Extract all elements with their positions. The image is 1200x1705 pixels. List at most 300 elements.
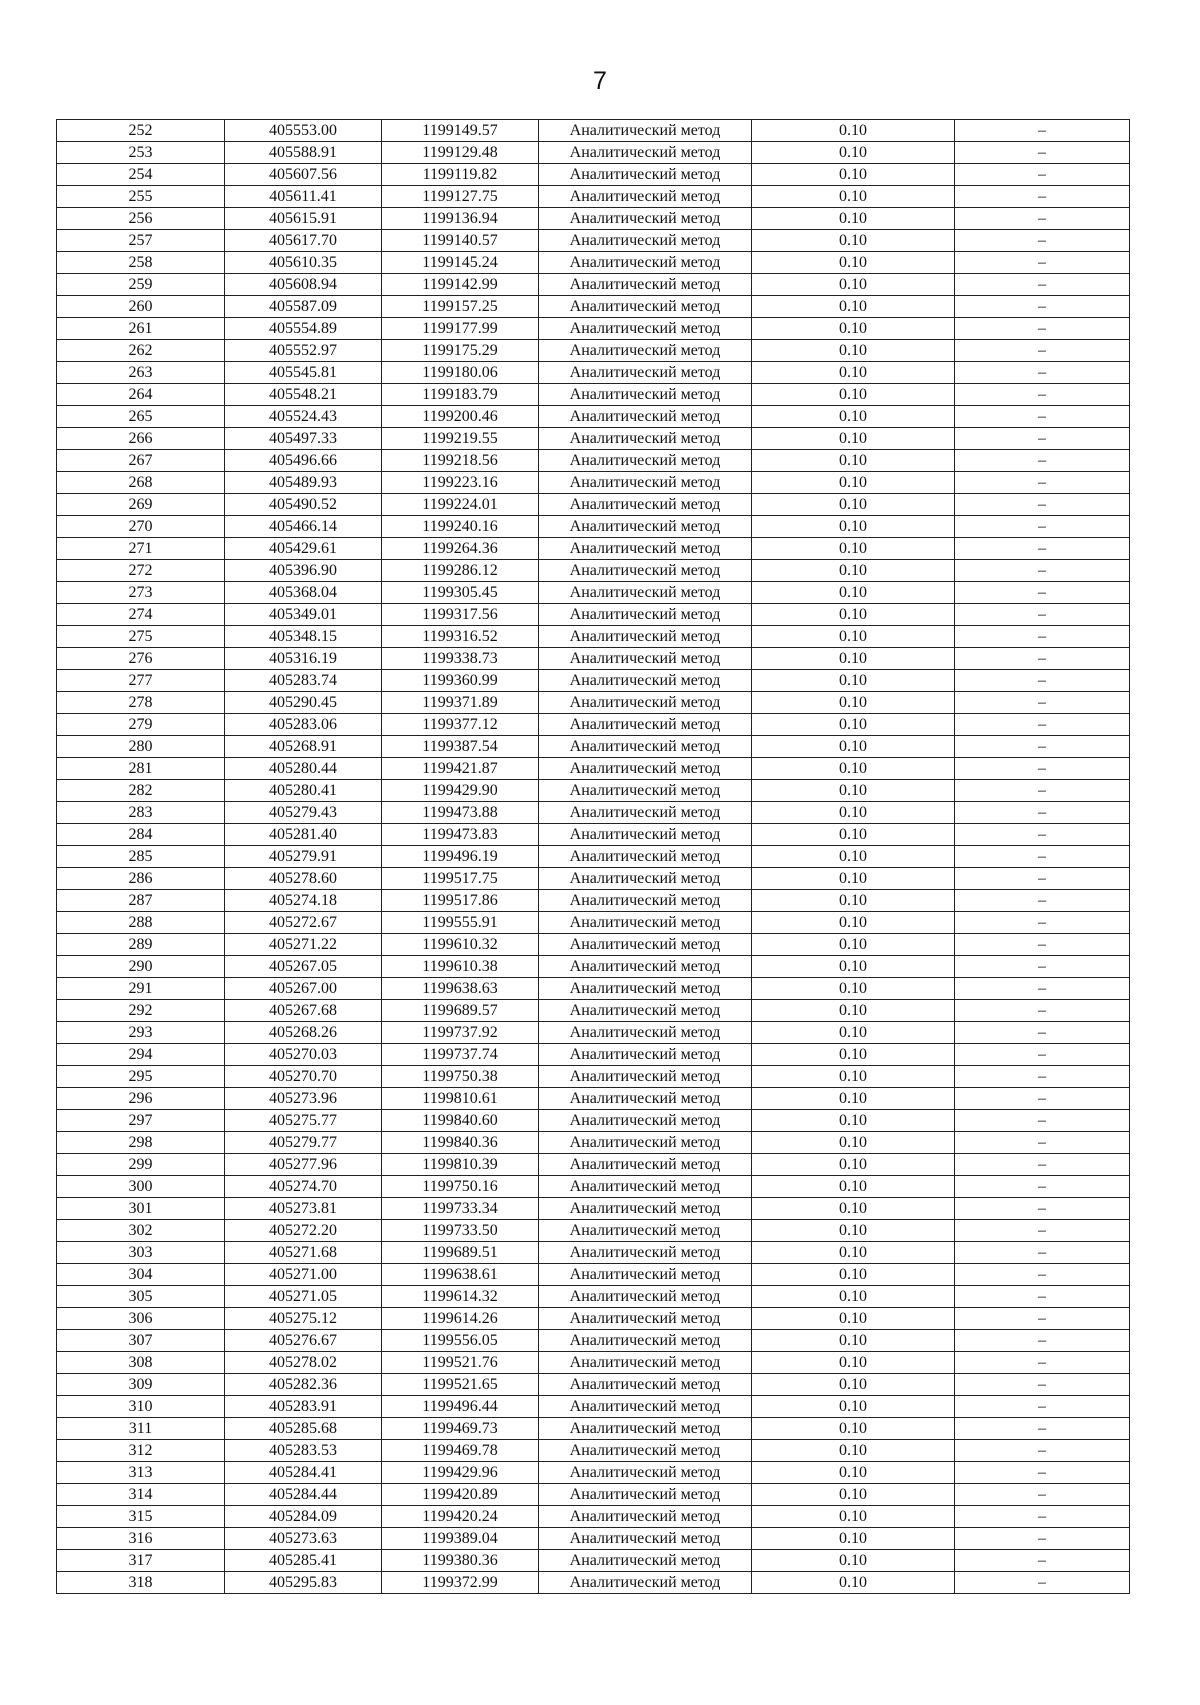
y-coordinate-cell: 1199733.34 xyxy=(382,1198,539,1220)
description-cell: – xyxy=(955,1044,1130,1066)
description-cell: – xyxy=(955,494,1130,516)
y-coordinate-cell: 1199149.57 xyxy=(382,120,539,142)
table-row xyxy=(57,1506,1130,1528)
y-coordinate-cell: 1199380.36 xyxy=(382,1550,539,1572)
x-coordinate-cell: 405524.43 xyxy=(225,406,382,428)
table-row xyxy=(57,1330,1130,1352)
error-cell: 0.10 xyxy=(752,1022,955,1044)
y-coordinate-cell: 1199420.24 xyxy=(382,1506,539,1528)
error-cell: 0.10 xyxy=(752,1484,955,1506)
description-cell: – xyxy=(955,868,1130,890)
method-cell: Аналитический метод xyxy=(539,582,752,604)
x-coordinate-cell: 405272.20 xyxy=(225,1220,382,1242)
description-cell: – xyxy=(955,1066,1130,1088)
table-row xyxy=(57,1418,1130,1440)
x-coordinate-cell: 405277.96 xyxy=(225,1154,382,1176)
point-number-cell: 306 xyxy=(57,1308,225,1330)
error-cell: 0.10 xyxy=(752,868,955,890)
description-cell: – xyxy=(955,142,1130,164)
table-row xyxy=(57,362,1130,384)
y-coordinate-cell: 1199371.89 xyxy=(382,692,539,714)
point-number-cell: 288 xyxy=(57,912,225,934)
x-coordinate-cell: 405496.66 xyxy=(225,450,382,472)
y-coordinate-cell: 1199610.32 xyxy=(382,934,539,956)
description-cell: – xyxy=(955,1374,1130,1396)
x-coordinate-cell: 405271.05 xyxy=(225,1286,382,1308)
x-coordinate-cell: 405275.77 xyxy=(225,1110,382,1132)
point-number-cell: 294 xyxy=(57,1044,225,1066)
x-coordinate-cell: 405268.26 xyxy=(225,1022,382,1044)
y-coordinate-cell: 1199496.19 xyxy=(382,846,539,868)
table-row xyxy=(57,1242,1130,1264)
description-cell: – xyxy=(955,296,1130,318)
point-number-cell: 311 xyxy=(57,1418,225,1440)
description-cell: – xyxy=(955,516,1130,538)
table-row xyxy=(57,450,1130,472)
table-row xyxy=(57,1352,1130,1374)
error-cell: 0.10 xyxy=(752,1506,955,1528)
y-coordinate-cell: 1199556.05 xyxy=(382,1330,539,1352)
x-coordinate-cell: 405552.97 xyxy=(225,340,382,362)
x-coordinate-cell: 405285.68 xyxy=(225,1418,382,1440)
description-cell: – xyxy=(955,1132,1130,1154)
y-coordinate-cell: 1199140.57 xyxy=(382,230,539,252)
description-cell: – xyxy=(955,428,1130,450)
description-cell: – xyxy=(955,384,1130,406)
method-cell: Аналитический метод xyxy=(539,1044,752,1066)
error-cell: 0.10 xyxy=(752,120,955,142)
error-cell: 0.10 xyxy=(752,1066,955,1088)
table-row xyxy=(57,318,1130,340)
x-coordinate-cell: 405283.91 xyxy=(225,1396,382,1418)
description-cell: – xyxy=(955,1264,1130,1286)
x-coordinate-cell: 405267.68 xyxy=(225,1000,382,1022)
x-coordinate-cell: 405588.91 xyxy=(225,142,382,164)
table-row xyxy=(57,1484,1130,1506)
method-cell: Аналитический метод xyxy=(539,362,752,384)
table-row xyxy=(57,384,1130,406)
method-cell: Аналитический метод xyxy=(539,1374,752,1396)
method-cell: Аналитический метод xyxy=(539,890,752,912)
description-cell: – xyxy=(955,1088,1130,1110)
error-cell: 0.10 xyxy=(752,824,955,846)
description-cell: – xyxy=(955,1242,1130,1264)
error-cell: 0.10 xyxy=(752,230,955,252)
table-row xyxy=(57,736,1130,758)
table-row xyxy=(57,428,1130,450)
x-coordinate-cell: 405274.70 xyxy=(225,1176,382,1198)
point-number-cell: 263 xyxy=(57,362,225,384)
error-cell: 0.10 xyxy=(752,1330,955,1352)
point-number-cell: 310 xyxy=(57,1396,225,1418)
table-row xyxy=(57,582,1130,604)
description-cell: – xyxy=(955,582,1130,604)
error-cell: 0.10 xyxy=(752,736,955,758)
point-number-cell: 272 xyxy=(57,560,225,582)
description-cell: – xyxy=(955,1418,1130,1440)
x-coordinate-cell: 405271.22 xyxy=(225,934,382,956)
table-row xyxy=(57,1000,1130,1022)
description-cell: – xyxy=(955,1484,1130,1506)
point-number-cell: 280 xyxy=(57,736,225,758)
table-row xyxy=(57,846,1130,868)
method-cell: Аналитический метод xyxy=(539,494,752,516)
error-cell: 0.10 xyxy=(752,1528,955,1550)
description-cell: – xyxy=(955,758,1130,780)
y-coordinate-cell: 1199517.86 xyxy=(382,890,539,912)
point-number-cell: 299 xyxy=(57,1154,225,1176)
point-number-cell: 304 xyxy=(57,1264,225,1286)
method-cell: Аналитический метод xyxy=(539,1066,752,1088)
x-coordinate-cell: 405282.36 xyxy=(225,1374,382,1396)
error-cell: 0.10 xyxy=(752,494,955,516)
x-coordinate-cell: 405349.01 xyxy=(225,604,382,626)
point-number-cell: 276 xyxy=(57,648,225,670)
x-coordinate-cell: 405280.41 xyxy=(225,780,382,802)
table-row xyxy=(57,252,1130,274)
description-cell: – xyxy=(955,472,1130,494)
point-number-cell: 286 xyxy=(57,868,225,890)
description-cell: – xyxy=(955,780,1130,802)
x-coordinate-cell: 405272.67 xyxy=(225,912,382,934)
description-cell: – xyxy=(955,120,1130,142)
point-number-cell: 302 xyxy=(57,1220,225,1242)
y-coordinate-cell: 1199473.83 xyxy=(382,824,539,846)
description-cell: – xyxy=(955,450,1130,472)
method-cell: Аналитический метод xyxy=(539,758,752,780)
method-cell: Аналитический метод xyxy=(539,802,752,824)
y-coordinate-cell: 1199473.88 xyxy=(382,802,539,824)
table-row xyxy=(57,230,1130,252)
table-row xyxy=(57,274,1130,296)
method-cell: Аналитический метод xyxy=(539,428,752,450)
table-row xyxy=(57,208,1130,230)
description-cell: – xyxy=(955,1506,1130,1528)
description-cell: – xyxy=(955,1528,1130,1550)
method-cell: Аналитический метод xyxy=(539,604,752,626)
table-row xyxy=(57,1044,1130,1066)
y-coordinate-cell: 1199421.87 xyxy=(382,758,539,780)
error-cell: 0.10 xyxy=(752,472,955,494)
point-number-cell: 254 xyxy=(57,164,225,186)
description-cell: – xyxy=(955,1000,1130,1022)
x-coordinate-cell: 405270.03 xyxy=(225,1044,382,1066)
method-cell: Аналитический метод xyxy=(539,1308,752,1330)
error-cell: 0.10 xyxy=(752,406,955,428)
y-coordinate-cell: 1199469.73 xyxy=(382,1418,539,1440)
method-cell: Аналитический метод xyxy=(539,120,752,142)
method-cell: Аналитический метод xyxy=(539,934,752,956)
error-cell: 0.10 xyxy=(752,890,955,912)
method-cell: Аналитический метод xyxy=(539,1572,752,1594)
y-coordinate-cell: 1199429.90 xyxy=(382,780,539,802)
point-number-cell: 287 xyxy=(57,890,225,912)
error-cell: 0.10 xyxy=(752,1396,955,1418)
method-cell: Аналитический метод xyxy=(539,1242,752,1264)
error-cell: 0.10 xyxy=(752,912,955,934)
y-coordinate-cell: 1199129.48 xyxy=(382,142,539,164)
method-cell: Аналитический метод xyxy=(539,1264,752,1286)
description-cell: – xyxy=(955,1572,1130,1594)
description-cell: – xyxy=(955,890,1130,912)
point-number-cell: 273 xyxy=(57,582,225,604)
table-row xyxy=(57,1132,1130,1154)
x-coordinate-cell: 405268.91 xyxy=(225,736,382,758)
table-row xyxy=(57,164,1130,186)
description-cell: – xyxy=(955,626,1130,648)
description-cell: – xyxy=(955,406,1130,428)
method-cell: Аналитический метод xyxy=(539,1022,752,1044)
y-coordinate-cell: 1199840.60 xyxy=(382,1110,539,1132)
point-number-cell: 307 xyxy=(57,1330,225,1352)
x-coordinate-cell: 405316.19 xyxy=(225,648,382,670)
method-cell: Аналитический метод xyxy=(539,472,752,494)
x-coordinate-cell: 405279.91 xyxy=(225,846,382,868)
y-coordinate-cell: 1199360.99 xyxy=(382,670,539,692)
point-number-cell: 261 xyxy=(57,318,225,340)
description-cell: – xyxy=(955,978,1130,1000)
point-number-cell: 318 xyxy=(57,1572,225,1594)
error-cell: 0.10 xyxy=(752,1198,955,1220)
error-cell: 0.10 xyxy=(752,934,955,956)
table-row xyxy=(57,142,1130,164)
error-cell: 0.10 xyxy=(752,296,955,318)
coordinates-table xyxy=(56,119,1130,1594)
y-coordinate-cell: 1199387.54 xyxy=(382,736,539,758)
table-row xyxy=(57,1440,1130,1462)
table-row xyxy=(57,670,1130,692)
point-number-cell: 262 xyxy=(57,340,225,362)
point-number-cell: 257 xyxy=(57,230,225,252)
error-cell: 0.10 xyxy=(752,428,955,450)
table-row xyxy=(57,1154,1130,1176)
description-cell: – xyxy=(955,230,1130,252)
x-coordinate-cell: 405273.63 xyxy=(225,1528,382,1550)
description-cell: – xyxy=(955,1462,1130,1484)
point-number-cell: 252 xyxy=(57,120,225,142)
description-cell: – xyxy=(955,736,1130,758)
description-cell: – xyxy=(955,1440,1130,1462)
error-cell: 0.10 xyxy=(752,670,955,692)
point-number-cell: 270 xyxy=(57,516,225,538)
method-cell: Аналитический метод xyxy=(539,1440,752,1462)
description-cell: – xyxy=(955,318,1130,340)
error-cell: 0.10 xyxy=(752,318,955,340)
error-cell: 0.10 xyxy=(752,978,955,1000)
description-cell: – xyxy=(955,1550,1130,1572)
point-number-cell: 255 xyxy=(57,186,225,208)
point-number-cell: 295 xyxy=(57,1066,225,1088)
coordinates-table-body xyxy=(57,120,1130,1594)
table-row xyxy=(57,956,1130,978)
method-cell: Аналитический метод xyxy=(539,1418,752,1440)
point-number-cell: 269 xyxy=(57,494,225,516)
error-cell: 0.10 xyxy=(752,362,955,384)
y-coordinate-cell: 1199183.79 xyxy=(382,384,539,406)
method-cell: Аналитический метод xyxy=(539,1462,752,1484)
error-cell: 0.10 xyxy=(752,186,955,208)
table-row xyxy=(57,1022,1130,1044)
y-coordinate-cell: 1199224.01 xyxy=(382,494,539,516)
table-row xyxy=(57,494,1130,516)
table-row xyxy=(57,934,1130,956)
table-row xyxy=(57,912,1130,934)
page-number: 7 xyxy=(593,67,607,95)
table-row xyxy=(57,472,1130,494)
point-number-cell: 266 xyxy=(57,428,225,450)
y-coordinate-cell: 1199305.45 xyxy=(382,582,539,604)
table-row xyxy=(57,714,1130,736)
method-cell: Аналитический метод xyxy=(539,340,752,362)
method-cell: Аналитический метод xyxy=(539,230,752,252)
point-number-cell: 268 xyxy=(57,472,225,494)
table-row xyxy=(57,648,1130,670)
x-coordinate-cell: 405553.00 xyxy=(225,120,382,142)
error-cell: 0.10 xyxy=(752,846,955,868)
y-coordinate-cell: 1199119.82 xyxy=(382,164,539,186)
method-cell: Аналитический метод xyxy=(539,1176,752,1198)
x-coordinate-cell: 405489.93 xyxy=(225,472,382,494)
error-cell: 0.10 xyxy=(752,1264,955,1286)
error-cell: 0.10 xyxy=(752,252,955,274)
x-coordinate-cell: 405545.81 xyxy=(225,362,382,384)
point-number-cell: 282 xyxy=(57,780,225,802)
point-number-cell: 277 xyxy=(57,670,225,692)
error-cell: 0.10 xyxy=(752,538,955,560)
method-cell: Аналитический метод xyxy=(539,868,752,890)
description-cell: – xyxy=(955,186,1130,208)
y-coordinate-cell: 1199223.16 xyxy=(382,472,539,494)
point-number-cell: 300 xyxy=(57,1176,225,1198)
method-cell: Аналитический метод xyxy=(539,186,752,208)
x-coordinate-cell: 405271.68 xyxy=(225,1242,382,1264)
table-row xyxy=(57,340,1130,362)
description-cell: – xyxy=(955,1352,1130,1374)
error-cell: 0.10 xyxy=(752,1286,955,1308)
x-coordinate-cell: 405607.56 xyxy=(225,164,382,186)
description-cell: – xyxy=(955,846,1130,868)
description-cell: – xyxy=(955,538,1130,560)
method-cell: Аналитический метод xyxy=(539,1154,752,1176)
y-coordinate-cell: 1199810.39 xyxy=(382,1154,539,1176)
method-cell: Аналитический метод xyxy=(539,1132,752,1154)
error-cell: 0.10 xyxy=(752,956,955,978)
error-cell: 0.10 xyxy=(752,758,955,780)
x-coordinate-cell: 405284.44 xyxy=(225,1484,382,1506)
method-cell: Аналитический метод xyxy=(539,560,752,582)
y-coordinate-cell: 1199240.16 xyxy=(382,516,539,538)
error-cell: 0.10 xyxy=(752,1440,955,1462)
error-cell: 0.10 xyxy=(752,1462,955,1484)
table-row xyxy=(57,1374,1130,1396)
y-coordinate-cell: 1199219.55 xyxy=(382,428,539,450)
description-cell: – xyxy=(955,1176,1130,1198)
x-coordinate-cell: 405497.33 xyxy=(225,428,382,450)
x-coordinate-cell: 405279.43 xyxy=(225,802,382,824)
x-coordinate-cell: 405290.45 xyxy=(225,692,382,714)
y-coordinate-cell: 1199377.12 xyxy=(382,714,539,736)
point-number-cell: 303 xyxy=(57,1242,225,1264)
point-number-cell: 281 xyxy=(57,758,225,780)
method-cell: Аналитический метод xyxy=(539,252,752,274)
table-row xyxy=(57,1462,1130,1484)
x-coordinate-cell: 405285.41 xyxy=(225,1550,382,1572)
table-row xyxy=(57,560,1130,582)
x-coordinate-cell: 405587.09 xyxy=(225,296,382,318)
y-coordinate-cell: 1199517.75 xyxy=(382,868,539,890)
table-row xyxy=(57,296,1130,318)
table-row xyxy=(57,780,1130,802)
y-coordinate-cell: 1199555.91 xyxy=(382,912,539,934)
point-number-cell: 292 xyxy=(57,1000,225,1022)
method-cell: Аналитический метод xyxy=(539,1088,752,1110)
method-cell: Аналитический метод xyxy=(539,296,752,318)
point-number-cell: 259 xyxy=(57,274,225,296)
method-cell: Аналитический метод xyxy=(539,626,752,648)
error-cell: 0.10 xyxy=(752,648,955,670)
point-number-cell: 264 xyxy=(57,384,225,406)
table-row xyxy=(57,516,1130,538)
description-cell: – xyxy=(955,956,1130,978)
point-number-cell: 312 xyxy=(57,1440,225,1462)
description-cell: – xyxy=(955,1198,1130,1220)
error-cell: 0.10 xyxy=(752,1550,955,1572)
method-cell: Аналитический метод xyxy=(539,384,752,406)
point-number-cell: 315 xyxy=(57,1506,225,1528)
y-coordinate-cell: 1199142.99 xyxy=(382,274,539,296)
x-coordinate-cell: 405275.12 xyxy=(225,1308,382,1330)
table-row xyxy=(57,758,1130,780)
table-row xyxy=(57,604,1130,626)
method-cell: Аналитический метод xyxy=(539,1198,752,1220)
x-coordinate-cell: 405276.67 xyxy=(225,1330,382,1352)
table-row xyxy=(57,1066,1130,1088)
x-coordinate-cell: 405278.02 xyxy=(225,1352,382,1374)
error-cell: 0.10 xyxy=(752,1088,955,1110)
point-number-cell: 258 xyxy=(57,252,225,274)
point-number-cell: 279 xyxy=(57,714,225,736)
x-coordinate-cell: 405270.70 xyxy=(225,1066,382,1088)
y-coordinate-cell: 1199420.89 xyxy=(382,1484,539,1506)
y-coordinate-cell: 1199127.75 xyxy=(382,186,539,208)
y-coordinate-cell: 1199810.61 xyxy=(382,1088,539,1110)
x-coordinate-cell: 405368.04 xyxy=(225,582,382,604)
method-cell: Аналитический метод xyxy=(539,450,752,472)
y-coordinate-cell: 1199496.44 xyxy=(382,1396,539,1418)
method-cell: Аналитический метод xyxy=(539,846,752,868)
x-coordinate-cell: 405554.89 xyxy=(225,318,382,340)
x-coordinate-cell: 405267.00 xyxy=(225,978,382,1000)
y-coordinate-cell: 1199317.56 xyxy=(382,604,539,626)
method-cell: Аналитический метод xyxy=(539,714,752,736)
y-coordinate-cell: 1199200.46 xyxy=(382,406,539,428)
method-cell: Аналитический метод xyxy=(539,956,752,978)
method-cell: Аналитический метод xyxy=(539,164,752,186)
method-cell: Аналитический метод xyxy=(539,736,752,758)
x-coordinate-cell: 405278.60 xyxy=(225,868,382,890)
method-cell: Аналитический метод xyxy=(539,692,752,714)
y-coordinate-cell: 1199840.36 xyxy=(382,1132,539,1154)
description-cell: – xyxy=(955,912,1130,934)
x-coordinate-cell: 405267.05 xyxy=(225,956,382,978)
method-cell: Аналитический метод xyxy=(539,1000,752,1022)
y-coordinate-cell: 1199177.99 xyxy=(382,318,539,340)
y-coordinate-cell: 1199175.29 xyxy=(382,340,539,362)
y-coordinate-cell: 1199338.73 xyxy=(382,648,539,670)
point-number-cell: 297 xyxy=(57,1110,225,1132)
point-number-cell: 265 xyxy=(57,406,225,428)
error-cell: 0.10 xyxy=(752,714,955,736)
